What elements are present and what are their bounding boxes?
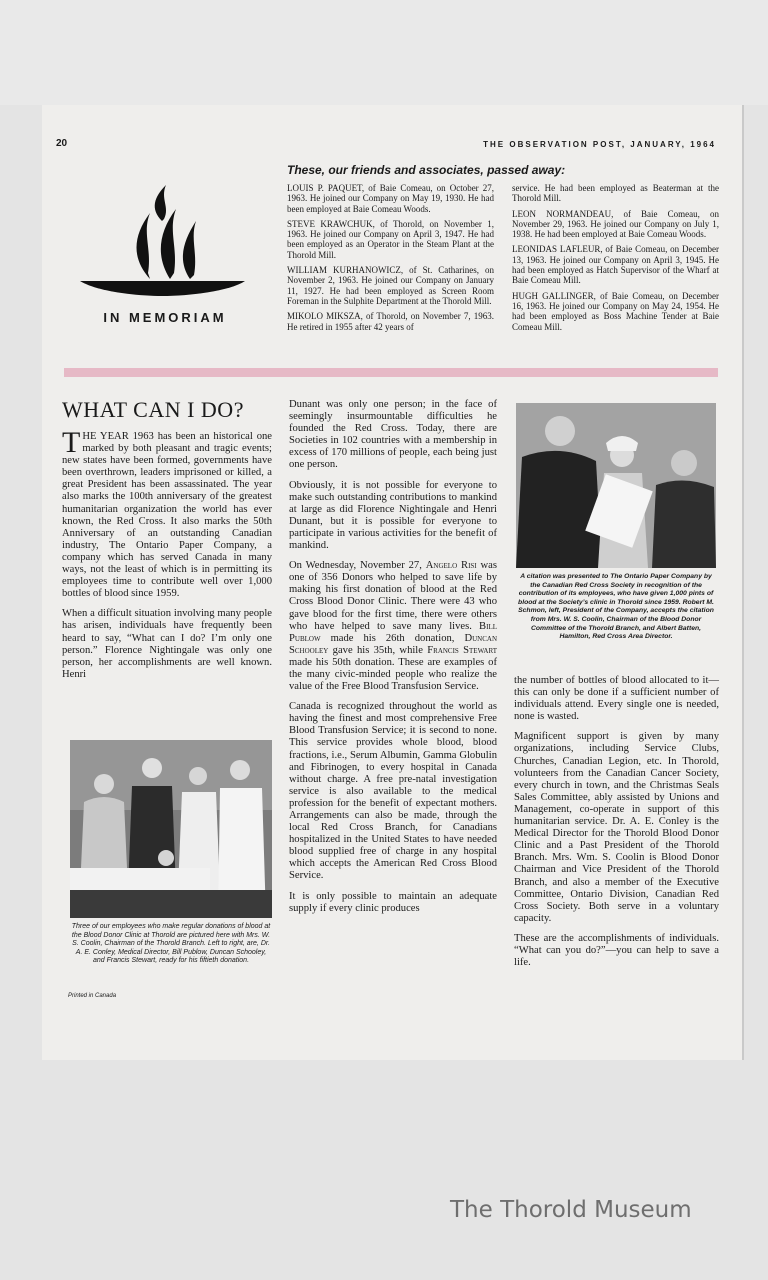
obituary-entry: LEON NORMANDEAU, of Baie Comeau, on November 29, 1963. He joined our Company on July 1, 1938. He had been employed at Baie Comeau Woods. (512, 208, 719, 240)
in-memoriam-label: IN MEMORIAM (103, 310, 227, 325)
article-headline: WHAT CAN I DO? (62, 397, 244, 422)
obituaries-column-2 (512, 183, 719, 337)
memorial-flame-icon (80, 183, 245, 298)
article-paragraph (289, 560, 497, 693)
donors-photo-image (70, 740, 272, 918)
obituaries-title: These, our friends and associates, passed away: (287, 163, 566, 177)
article-column-1 (62, 426, 272, 689)
printed-in-canada: Printed in Canada (68, 993, 117, 999)
donor-name: Francis Stewart (427, 644, 497, 656)
drop-cap: T (62, 426, 81, 459)
article-paragraph: Obviously, it is not possible for everyone to make such outstanding contributions to mankind at large as did Florence Nightingale and Henri Dunant, but it is possible for everyone to participate in various activities for the benefit of mankind. (289, 479, 497, 552)
article-column-2 (289, 399, 497, 923)
museum-watermark: The Thorold Museum (450, 1197, 692, 1223)
donor-name: Bill Publow (289, 620, 497, 644)
paragraph-text: On Wednesday, November 27, (289, 560, 426, 572)
donors-photo-caption: Three of our employees who make regular donations of blood at the Blood Donor Clinic at Thorold are pictured here with Mrs. W. S. Coolin, Chairman of the Thorold Branch. Left to right, are, Dr. A. E. Conley, Medical Director, Bill Publow, Duncan Schooley, and Francis Stewart, ready for his fiftieth donation. (71, 923, 271, 965)
article-paragraph: the number of bottles of blood allocated to it—this can only be done if a sufficient number of individuals attend. Every single one is needed, none is wasted. (514, 675, 719, 723)
citation-photo-caption: A citation was presented to The Ontario Paper Company by the Canadian Red Cross Society in recognition of the contribution of its employees, who have given 1,000 pints of blood at the Society’s clinic in Thorold since 1959. Robert M. Schmon, left, President of the Company, accepts the citation from Mrs. W. S. Coolin, Chairman of the Blood Donor Committee of the Thorold Branch, and Albert Batten, Hamilton, Red Cross Area Director. (518, 573, 714, 641)
donor-name: Duncan Schooley (289, 632, 497, 656)
section-divider (64, 368, 718, 377)
citation-photo (516, 403, 716, 568)
lead-small-caps: HE YEAR (82, 431, 129, 442)
background-top (0, 0, 768, 105)
donors-photo (70, 740, 272, 918)
obituary-entry: MIKOLO MIKSZA, of Thorold, on November 7, 1963. He retired in 1955 after 42 years of (287, 311, 494, 332)
citation-photo-image (516, 403, 716, 568)
paragraph-text: made his 50th donation. These are examples of the many civic-minded people who realize the value of the Free Blood Transfusion Service. (289, 656, 497, 693)
article-paragraph: When a difficult situation involving many people has arisen, individuals have frequently been heard to say, “What can I do? I’m only one person.” Florence Nightingale was only one person, her accomplishments are well known. Henri (62, 608, 272, 680)
page-number: 20 (56, 138, 68, 149)
article-paragraph: Dunant was only one person; in the face of seemingly insurmountable difficulties he founded the Red Cross. Today, there are Societies in 102 countries with a membership in excess of 170 millions of people, each being just one person. (289, 399, 497, 471)
article-paragraph: Magnificent support is given by many organizations, including Service Clubs, Churches, Canadian Legion, etc. In Thorold, volunteers from the Canadian Cancer Society, every church in town, and the Christmas Seals Sales Committee, ably assisted by Unions and Management, co-operate in support of this humanitarian service. Dr. A. E. Conley is the Medical Director for the Thorold Blood Donor Clinic and a Past President of the Thorold Branch. Mrs. Wm. S. Coolin is Blood Donor Chairman and Vice President of the Thorold Branch, and also a member of the Executive Committee, Ontario Division, Canadian Red Cross Society. Both serve in a voluntary capacity. (514, 731, 719, 924)
article-paragraph: These are the accomplishments of individuals. “What can you do?”—you can help to save a life. (514, 932, 719, 969)
obituary-entry: STEVE KRAWCHUK, of Thorold, on November 1, 1963. He joined our Company on April 3, 1947. He had been employed as an Operator in the Steam Plant at the Thorold Mill. (287, 218, 494, 260)
obituary-entry: WILLIAM KURHANOWICZ, of St. Catharines, on November 2, 1963. He joined our Company on January 11, 1927. He had been employed as Screen Room Foreman in the Sulphite Department at the Thorold Mill. (287, 265, 494, 306)
paragraph-text: made his 26th donation, (320, 632, 465, 644)
article-paragraph: Canada is recognized throughout the world as having the finest and most comprehensive Free Blood Transfusion Service; it is second to none. This service provides whole blood, blood fractions, i.e., Serum Albumin, Gamma Globulin and Fibrinogen, to every hospital in Canada without charge. A free pre-natal investigation service is also available to the medical profession for the benefit of expectant mothers. Arrangements can also be made, through the local Red Cross Branch, for Canadians hospitalized in the United States to have needed blood supplied free of charge in any hospital which accepts the American Red Cross Blood Service. (289, 701, 497, 882)
paragraph-text: gave his 35th, while (328, 644, 428, 656)
obituaries-column-1 (287, 183, 494, 337)
article-paragraph: It is only possible to maintain an adequate supply if every clinic produces (289, 890, 497, 914)
running-head: THE OBSERVATION POST, JANUARY, 1964 (483, 140, 716, 149)
paragraph-text: 1963 has been an historical one marked by both pleasant and tragic events; new states have been formed, governments have been overthrown, leaders imprisoned or killed, a great President has been assassinated. The year also marks the 100th anniversary of the greatest humanitarian organization the world has ever known, the Red Cross. It also marks the 50th Anniversary of an outstanding Canadian industry, The Ontario Paper Company, a company which has served Canada in many ways, not the least of which is in permitting its employees time to contribute well over 1,000 bottles of blood since 1959. (62, 431, 272, 600)
obituary-entry: HUGH GALLINGER, of Baie Comeau, on December 16, 1963. He joined our Company on May 24, 1954. He had been employed as Boss Machine Tender at Baie Comeau Mill. (512, 290, 719, 332)
obituary-entry: LEONIDAS LAFLEUR, of Baie Comeau, on December 13, 1963. He joined our Company on April 3, 1945. He had been employed as Hatch Supervisor of the Wharf at Baie Comeau Mill. (512, 244, 719, 286)
article-paragraph (62, 426, 272, 600)
magazine-page (42, 105, 742, 1060)
donor-name: Angelo Risi (425, 560, 477, 572)
obituary-entry: LOUIS P. PAQUET, of Baie Comeau, on October 27, 1963. He joined our Company on May 19, 1930. He had been employed at Baie Comeau Woods. (287, 183, 494, 214)
paragraph-text: was one of 356 Donors who helped to save life by making his first donation of blood at the Red Cross Blood Donor Clinic. There were 43 who gave blood for the first time, there were others who have helped to save many lives. (289, 560, 497, 632)
obituary-entry: service. He had been employed as Beaterman at the Thorold Mill. (512, 183, 719, 204)
article-column-3 (514, 675, 719, 977)
